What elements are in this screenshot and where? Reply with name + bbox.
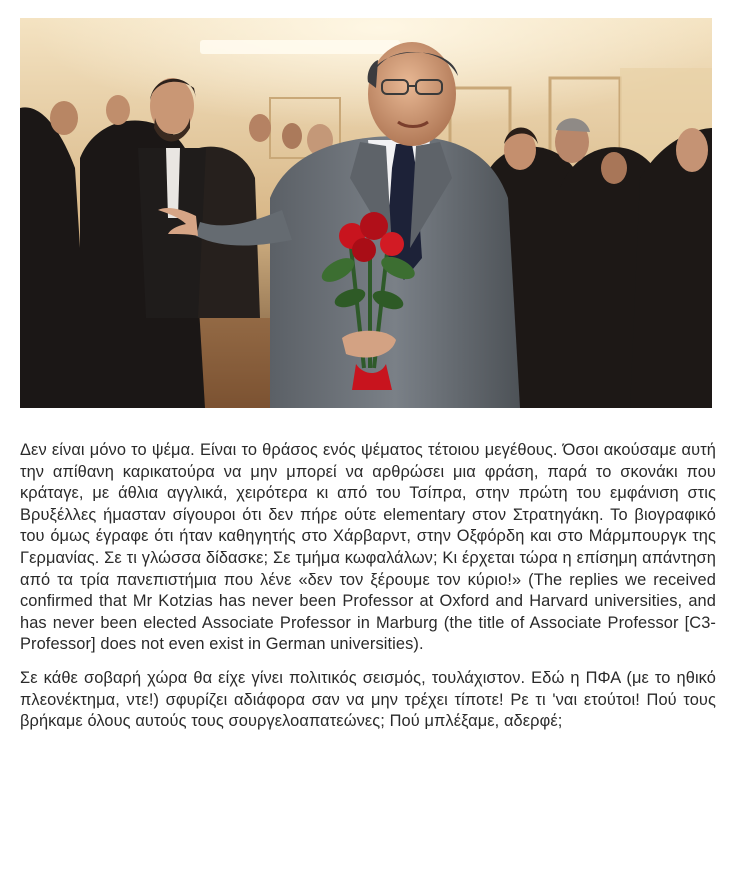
article-body — [20, 440, 716, 733]
article-paragraph: Δεν είναι μόνο το ψέμα. Είναι το θράσος ενός ψέματος τέτοιου μεγέθους. Όσοι ακούσαμε αυτή την απίθανη καρικατούρα να μην μπορεί να αρθρώσει μια φράση, παρά το σκονάκι που κράταγε, με άθλια αγγλικά, χειρότερα κι από του Τσίπρα, στην πρώτη του εμφάνιση στις Βρυξέλλες ήμασταν σίγουροι ότι δεν πήρε ούτε elementary στον Στρατηγάκη. Το βιογραφικό του όμως έγραφε ότι ήταν καθηγητής στο Χάρβαρντ, στην Οξφόρδη και στο Μάρμπουργκ της Γερμανίας. Σε τι γλώσσα δίδασκε; Σε τμήμα κωφαλάλων; Κι έρχεται τώρα η επίσημη απάντηση από τα τρία πανεπιστήμια που λένε «δεν τον ξέρουμε τον κύριο!» (The replies we received confirmed that Mr Kotzias has never been Professor at Oxford and Harvard universities, and has never been elected Associate Professor in Marburg (the title of Associate Professor [C3-Professor] does not even exist in German universities). — [20, 441, 716, 654]
article-paragraph: Σε κάθε σοβαρή χώρα θα είχε γίνει πολιτικός σεισμός, τουλάχιστον. Εδώ η ΠΦΑ (με το ηθικό πλεονέκτημα, ντε!) σφυρίζει αδιάφορα σαν να μην τρέχει τίποτε! Ρε τι 'ναι ετούτοι! Πού τους βρήκαμε όλους αυτούς τους σουργελοαπατεώνες; Πού μπλέξαμε, αδερφέ; — [20, 668, 716, 731]
article-photo — [20, 18, 712, 408]
photo-illustration — [20, 18, 712, 408]
